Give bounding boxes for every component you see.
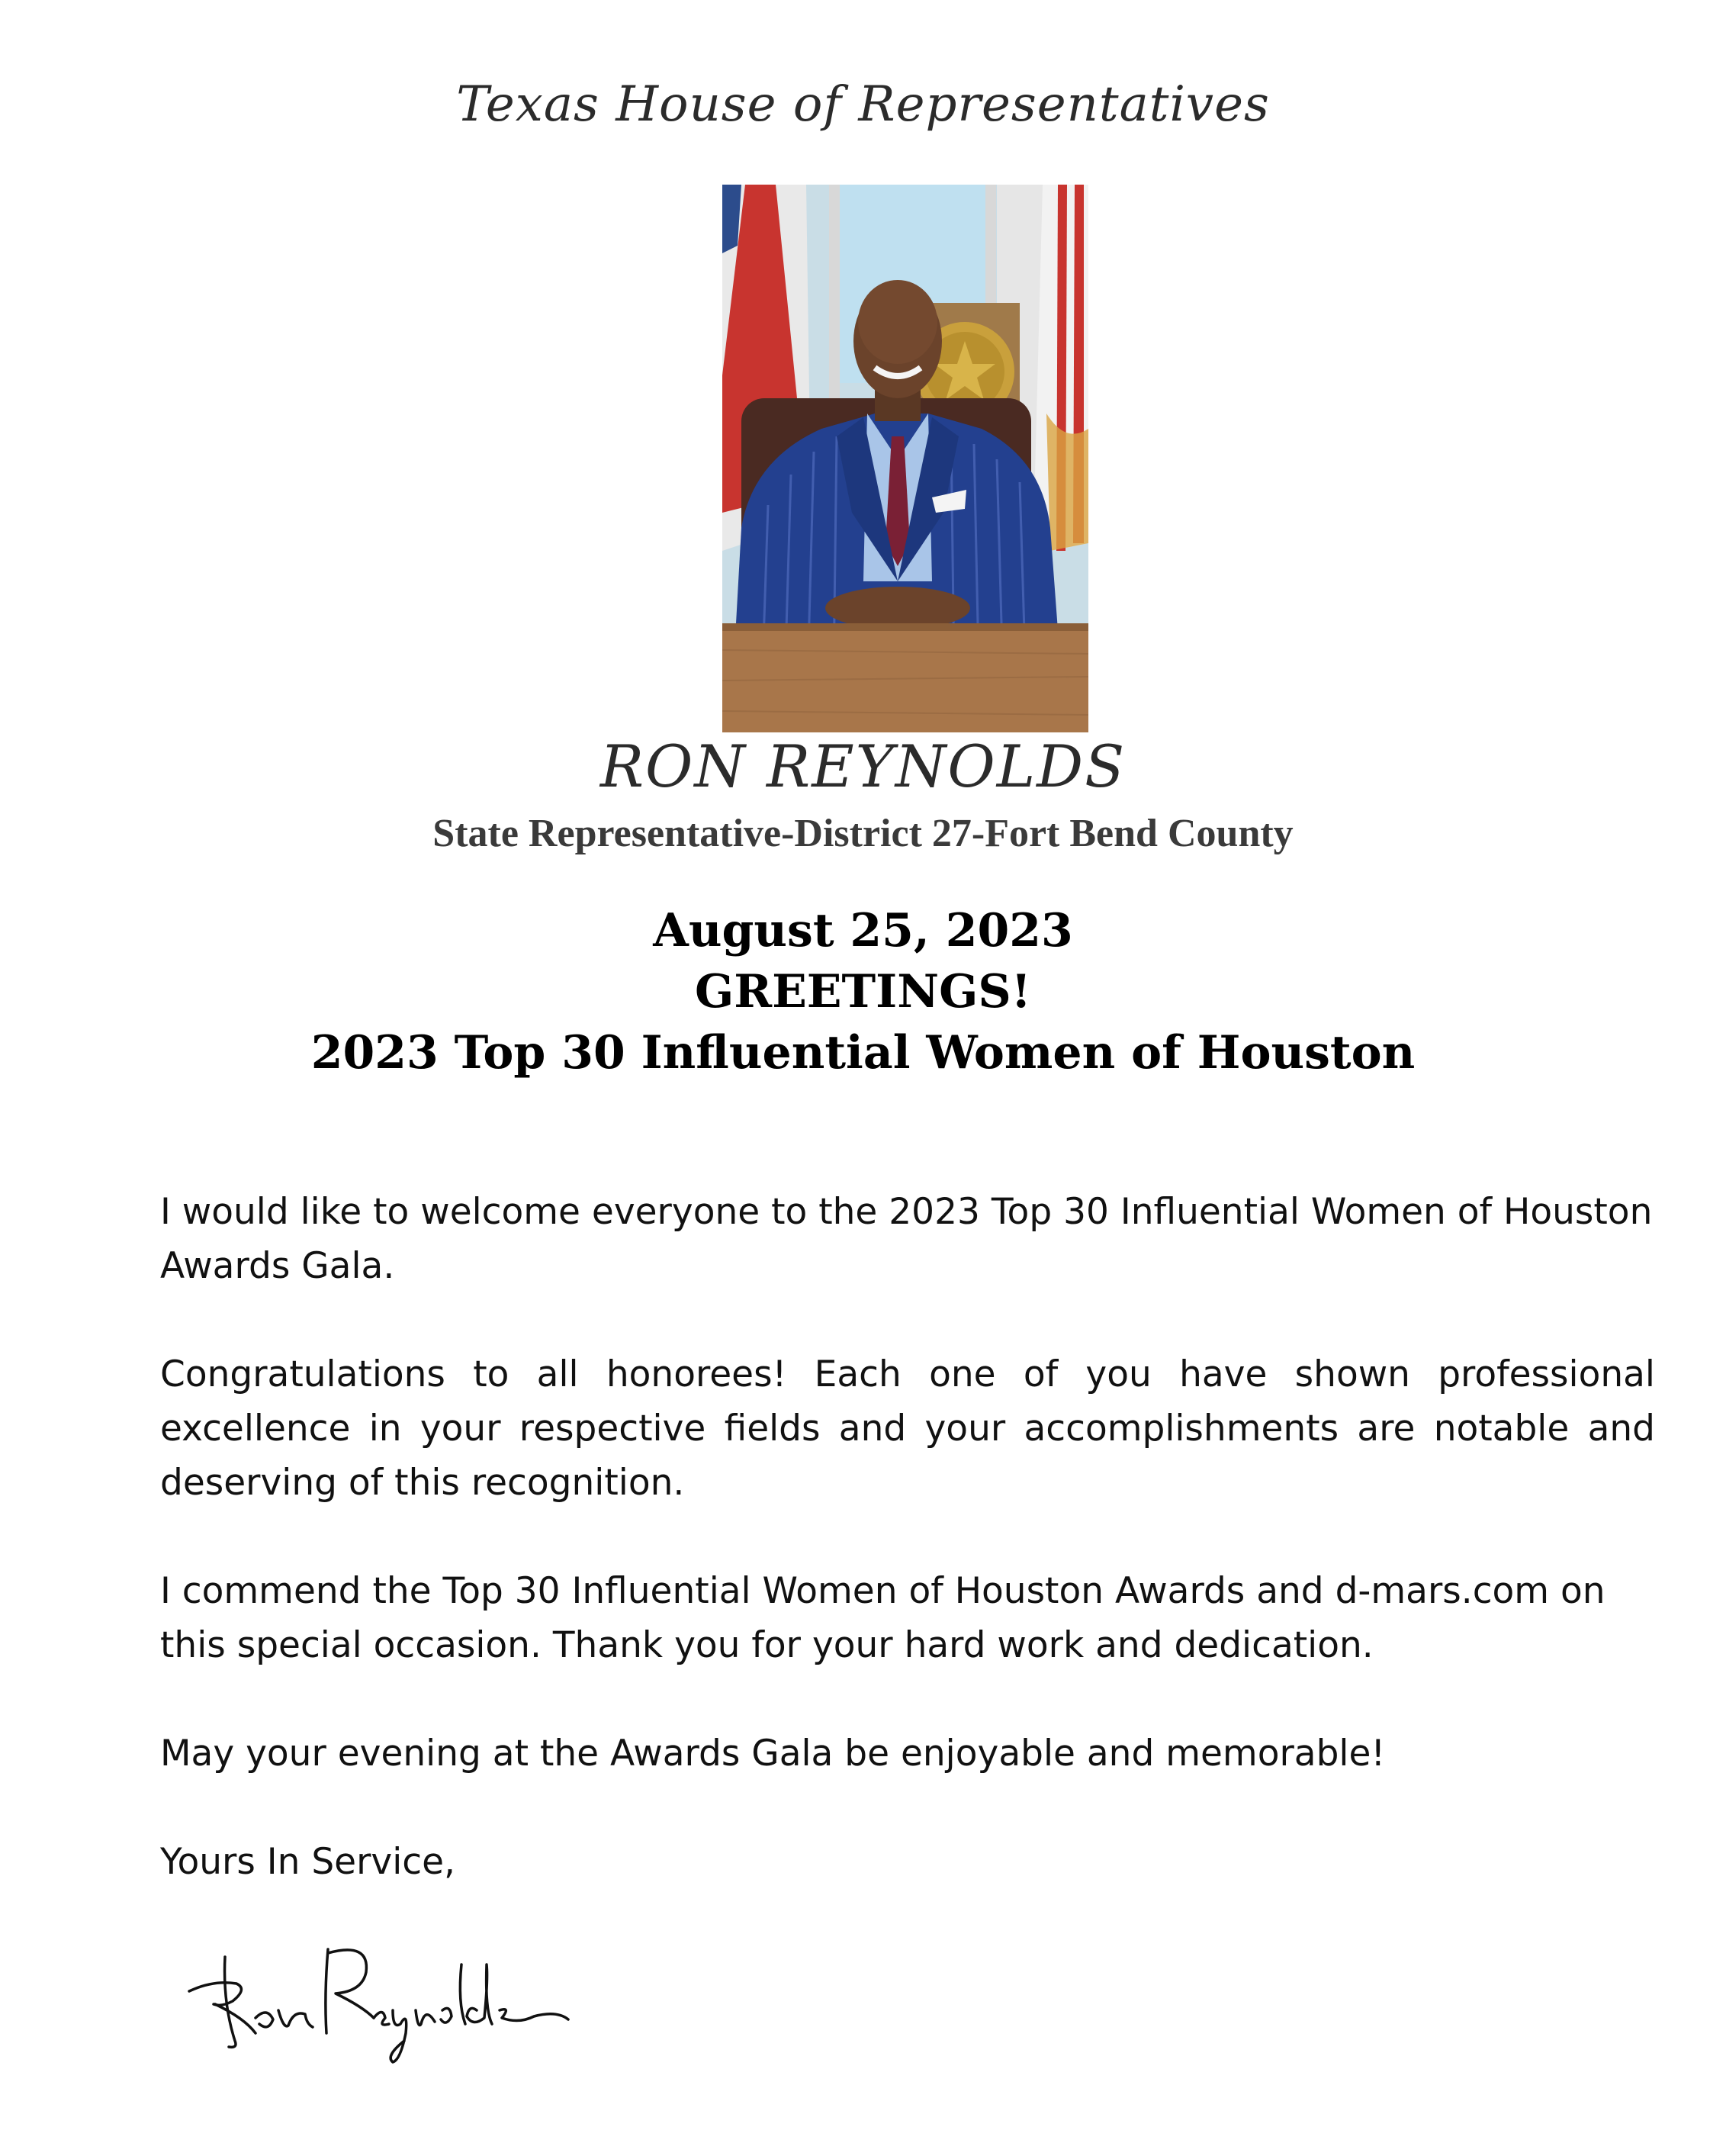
event-heading: 2023 Top 30 Influential Women of Houston (310, 1026, 1416, 1080)
closing-wish-paragraph: May your evening at the Awards Gala be enjoyable and memorable! (160, 1733, 1386, 1775)
letterhead-title: Texas House of Representatives (456, 76, 1270, 133)
representative-portrait (722, 185, 1088, 732)
letter-body (160, 1185, 1655, 1943)
representative-title: State Representative-District 27-Fort Bend County (432, 812, 1294, 855)
commendation-paragraph: I commend the Top 30 Influential Women of Houston Awards and d-mars.com on this special occasion. Thank you for your hard work and dedication. (160, 1570, 1605, 1666)
handwritten-signature (183, 1934, 580, 2071)
sign-off: Yours In Service, (160, 1841, 455, 1883)
representative-name: RON REYNOLDS (599, 732, 1127, 800)
letter-headings (0, 900, 1726, 1083)
greeting-heading: GREETINGS! (694, 965, 1032, 1018)
welcome-paragraph: I would like to welcome everyone to the 2023 Top 30 Influential Women of Houston Awards Gala. (160, 1191, 1653, 1287)
congratulations-paragraph: Congratulations to all honorees! Each one of you have shown professional excellence in your respective fields and your accomplishments are notable and deserving of this recognition. (160, 1353, 1655, 1504)
letter-date: August 25, 2023 (653, 904, 1073, 957)
